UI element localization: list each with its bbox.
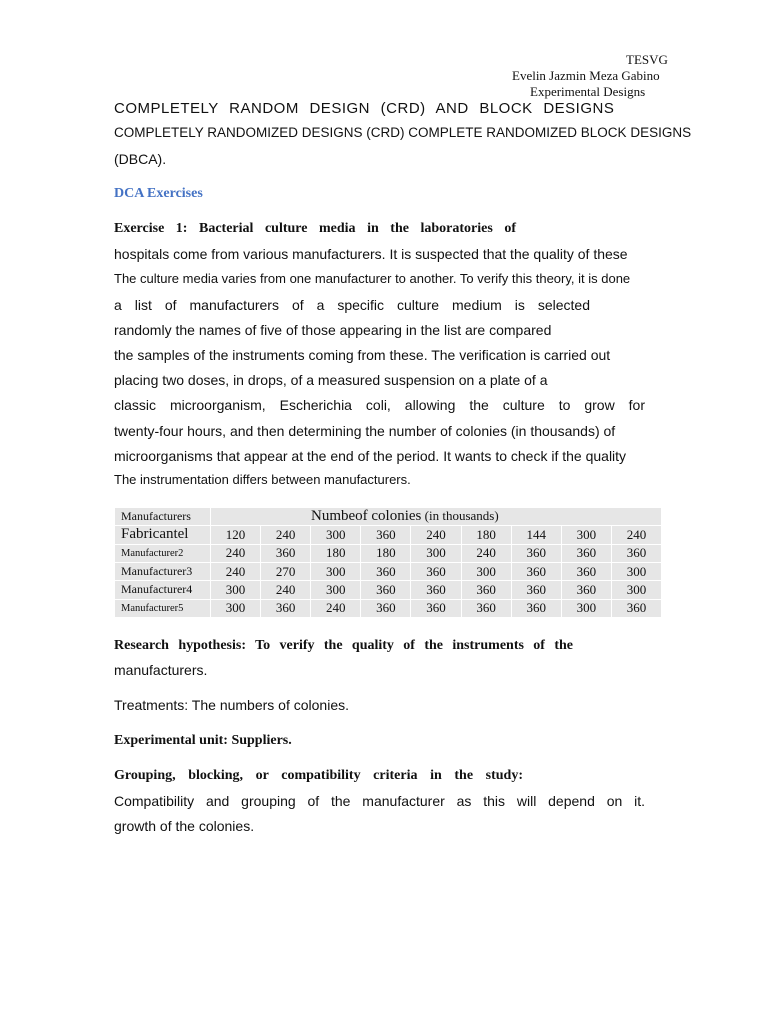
row-label: Manufacturer4 (115, 581, 211, 599)
table-cell: 360 (361, 581, 411, 599)
exercise-line: The culture media varies from one manufacturer to another. To verify this theory, it is done (114, 271, 631, 286)
exercise-line: The instrumentation differs between manufacturers. (114, 472, 411, 487)
exercise-line: microorganisms that appear at the end of the period. It wants to check if the quality (114, 448, 627, 464)
header-course: Experimental Designs (530, 84, 646, 99)
exercise-line: twenty-four hours, and then determining the number of colonies (in thousands) of (114, 423, 616, 439)
section-heading: DCA Exercises (114, 186, 203, 201)
table-cell: 240 (261, 581, 311, 599)
table-cell: 360 (461, 599, 511, 617)
table-col-header-label: Manufacturers (115, 508, 211, 526)
row-label: Manufacturer2 (115, 544, 211, 562)
table-cell: 360 (561, 562, 611, 580)
grouping-line: growth of the colonies. (114, 818, 255, 834)
table-cell: 360 (411, 581, 461, 599)
table-row (115, 526, 662, 544)
colonies-table (114, 507, 662, 618)
table-row (115, 544, 662, 562)
table-cell: 300 (461, 562, 511, 580)
exercise-heading: Exercise 1: Bacterial culture media in the laboratories of (114, 221, 516, 236)
table-cell: 240 (311, 599, 361, 617)
table-cell: 360 (511, 599, 561, 617)
research-hypothesis: Research hypothesis: To verify the quality of the instruments of the (114, 638, 573, 653)
research-hypothesis-cont: manufacturers. (114, 662, 208, 678)
exercise-line: hospitals come from various manufacturers. It is suspected that the quality of these (114, 246, 628, 262)
row-label: Manufacturer5 (115, 599, 211, 617)
table-cell: 240 (261, 526, 311, 544)
table-cell: 300 (561, 599, 611, 617)
table-cell: 180 (311, 544, 361, 562)
table-header-row (115, 508, 662, 526)
table-cell: 120 (211, 526, 261, 544)
table-cell: 300 (611, 581, 661, 599)
header-author: Evelin Jazmin Meza Gabino (512, 68, 660, 83)
table-cell: 360 (411, 599, 461, 617)
table-cell: 240 (211, 562, 261, 580)
exercise-line: the samples of the instruments coming from these. The verification is carried out (114, 347, 611, 363)
table-cell: 360 (561, 581, 611, 599)
table-cell: 240 (611, 526, 661, 544)
table-cell: 300 (211, 599, 261, 617)
table-cell: 300 (411, 544, 461, 562)
table-cell: 360 (261, 599, 311, 617)
header-school: TESVG (626, 52, 668, 67)
table-title-text: Numbeof colonies (311, 508, 422, 525)
table-col-header-title (211, 508, 662, 526)
grouping-heading: Grouping, blocking, or compatibility criteria in the study: (114, 768, 523, 783)
table-cell: 360 (561, 544, 611, 562)
table-cell: 360 (261, 544, 311, 562)
exercise-line: randomly the names of five of those appearing in the list are compared (114, 322, 552, 338)
table-row (115, 599, 662, 617)
table-cell: 240 (211, 544, 261, 562)
table-cell: 360 (511, 562, 561, 580)
table-cell: 180 (461, 526, 511, 544)
row-label: Fabricantel (115, 526, 211, 544)
table-cell: 360 (361, 526, 411, 544)
table-cell: 240 (411, 526, 461, 544)
page-subtitle-line2: (DBCA). (114, 151, 167, 167)
table-cell: 360 (611, 544, 661, 562)
table-cell: 300 (311, 562, 361, 580)
exercise-line: classic microorganism, Escherichia coli, allowing the culture to grow for (114, 397, 645, 413)
table-cell: 360 (511, 544, 561, 562)
table-cell: 300 (311, 526, 361, 544)
table-row (115, 581, 662, 599)
table-cell: 240 (461, 544, 511, 562)
table-cell: 360 (461, 581, 511, 599)
table-cell: 360 (411, 562, 461, 580)
page-title: COMPLETELY RANDOM DESIGN (CRD) AND BLOCK DESIGNS (114, 100, 615, 117)
row-label: Manufacturer3 (115, 562, 211, 580)
exercise-line: a list of manufacturers of a specific culture medium is selected (114, 297, 590, 313)
table-cell: 180 (361, 544, 411, 562)
table-cell: 300 (561, 526, 611, 544)
table-cell: 270 (261, 562, 311, 580)
experimental-unit: Experimental unit: Suppliers. (114, 733, 292, 748)
table-cell: 300 (611, 562, 661, 580)
grouping-line: Compatibility and grouping of the manufacturer as this will depend on it. (114, 793, 645, 809)
table-cell: 144 (511, 526, 561, 544)
table-cell: 300 (211, 581, 261, 599)
treatments: Treatments: The numbers of colonies. (114, 697, 349, 713)
table-cell: 360 (611, 599, 661, 617)
table-title-unit: (in thousands) (424, 508, 499, 524)
page-subtitle-line1: COMPLETELY RANDOMIZED DESIGNS (CRD) COMPLETE RANDOMIZED BLOCK DESIGNS (114, 125, 692, 140)
table-row (115, 562, 662, 580)
exercise-line: placing two doses, in drops, of a measured suspension on a plate of a (114, 372, 548, 388)
table-cell: 360 (361, 562, 411, 580)
table-cell: 360 (511, 581, 561, 599)
table-cell: 360 (361, 599, 411, 617)
table-cell: 300 (311, 581, 361, 599)
